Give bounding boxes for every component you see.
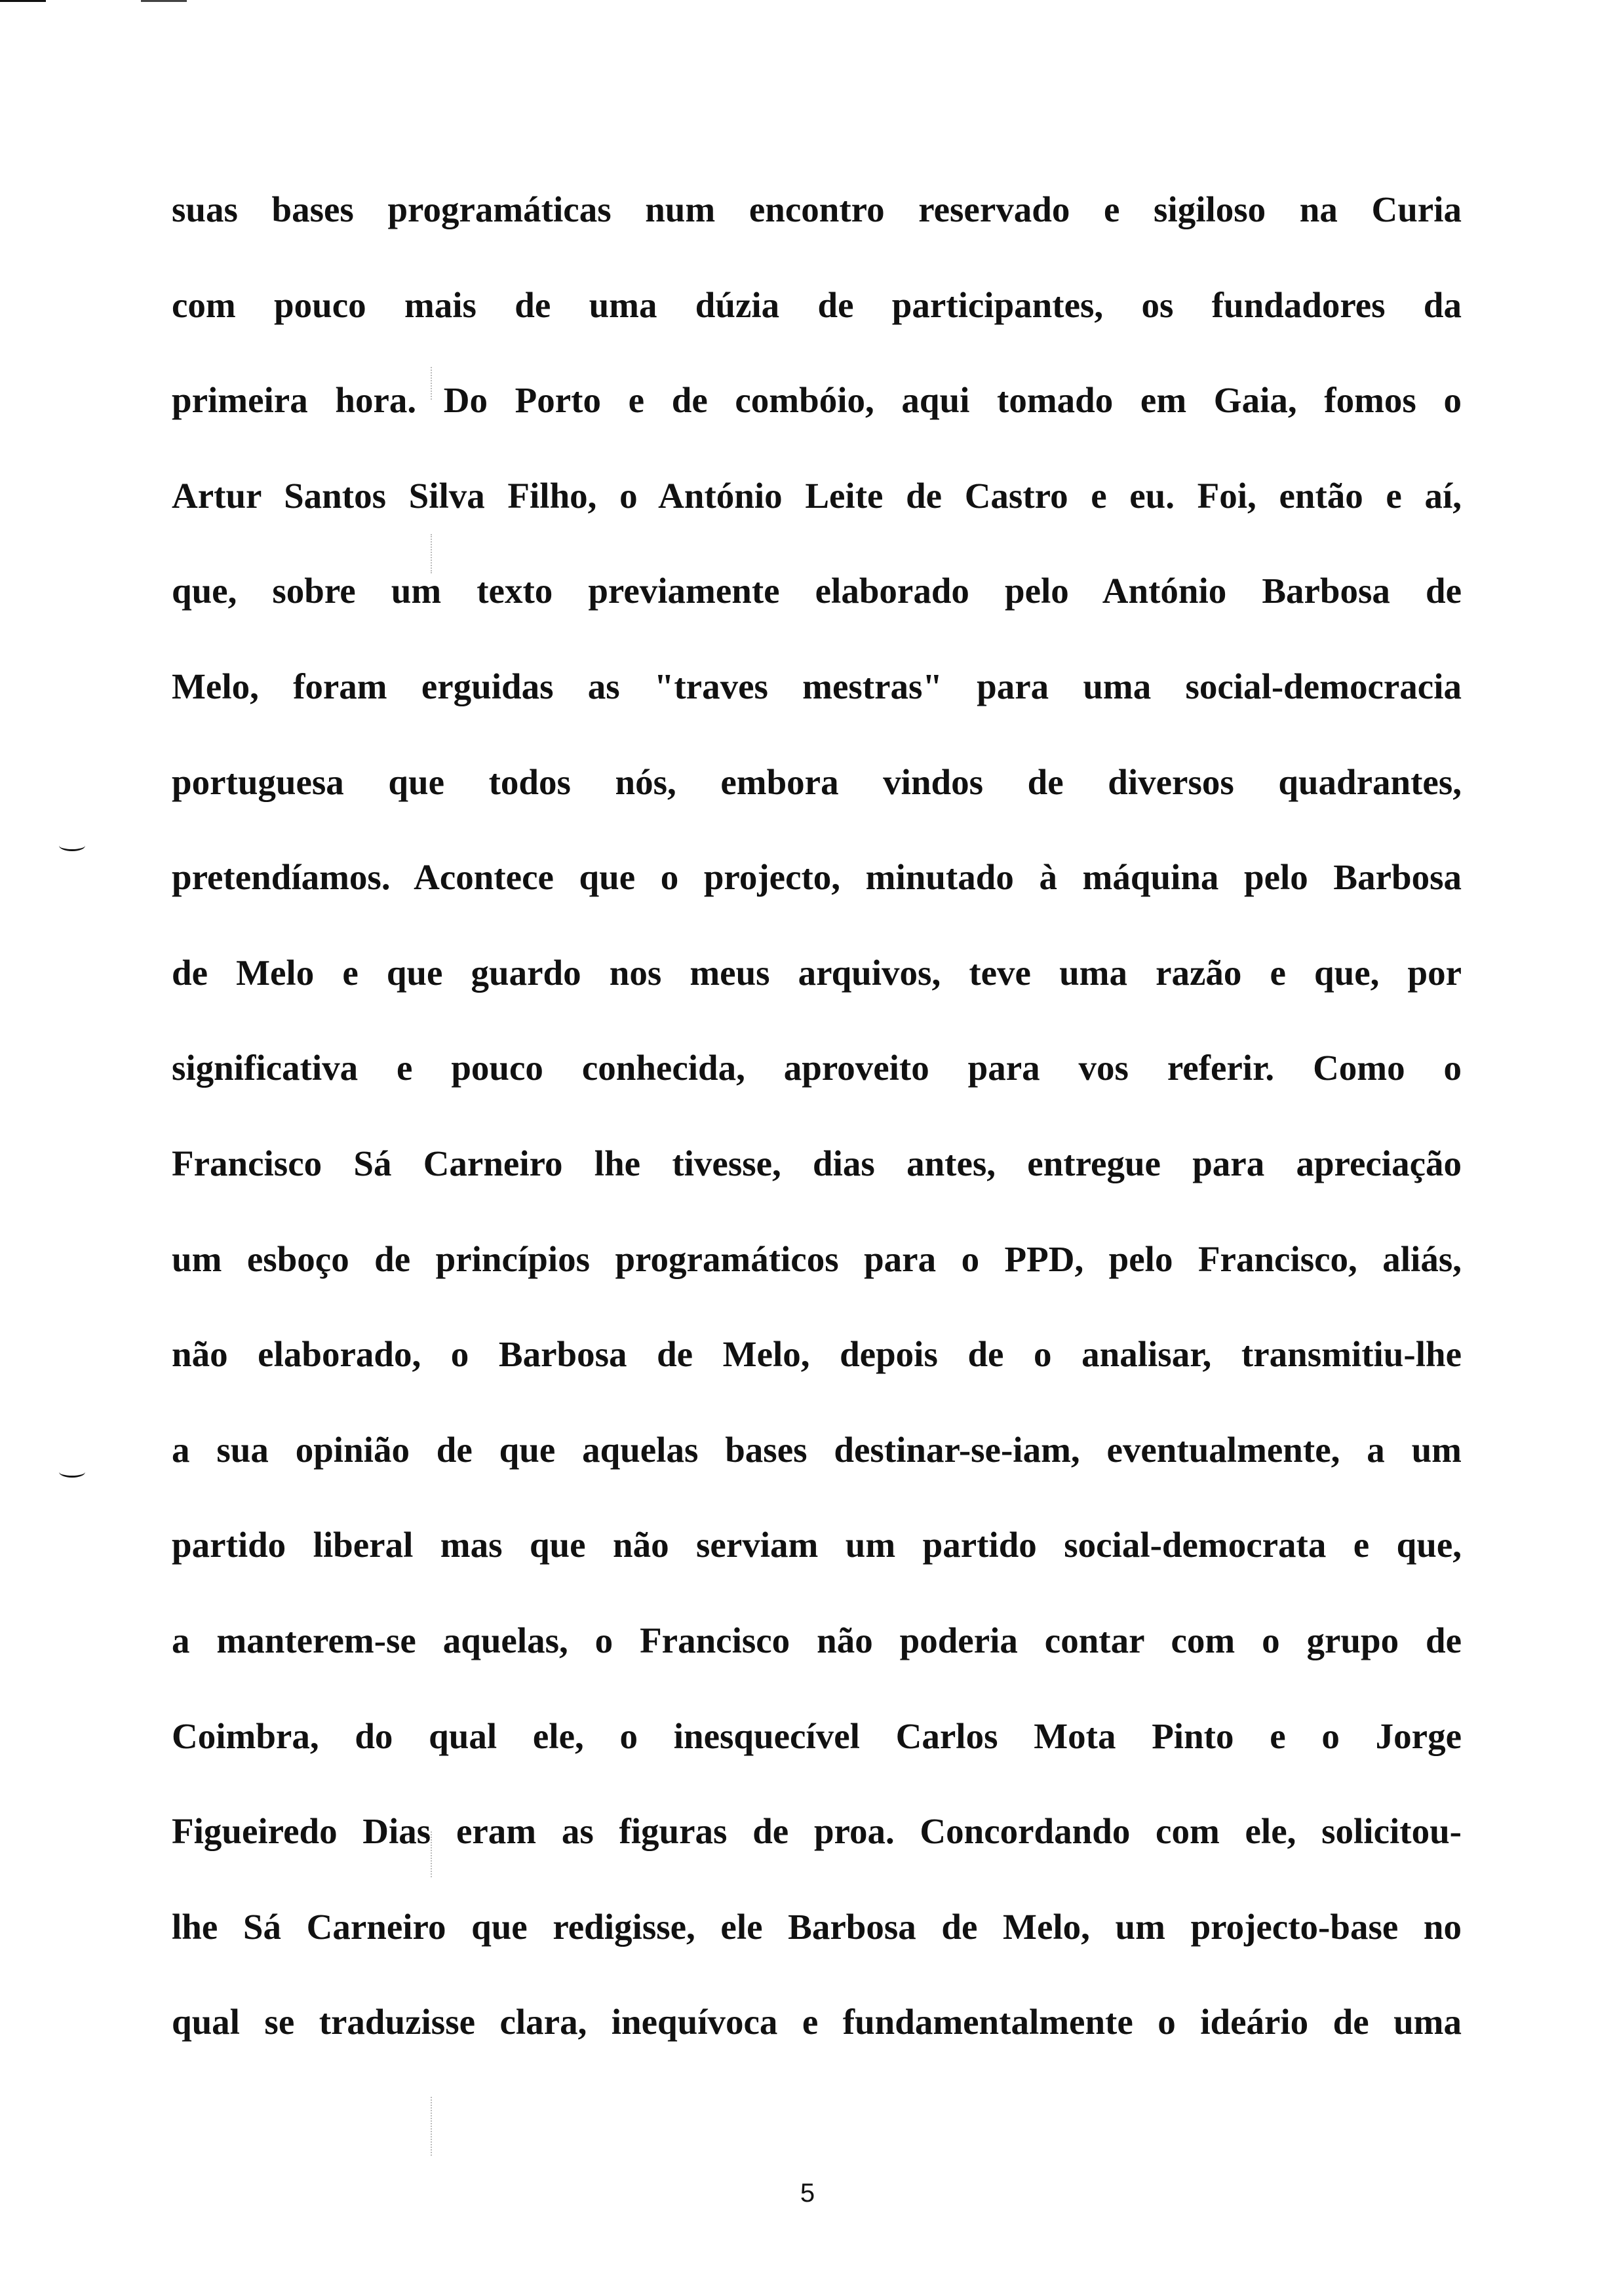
text-line: suas bases programáticas num encontro reservado e sigiloso na Curia: [172, 189, 1462, 229]
fold-artifact: [431, 2097, 432, 2156]
scan-edge-mark: [141, 0, 187, 2]
text-line: Artur Santos Silva Filho, o António Leite de Castro e eu. Foi, então e aí,: [172, 475, 1462, 516]
margin-binding-mark: [59, 1466, 85, 1478]
text-line: não elaborado, o Barbosa de Melo, depois de o analisar, transmitiu-lhe: [172, 1334, 1462, 1375]
text-line: a sua opinião de que aquelas bases destinar-se-iam, eventualmente, a um: [172, 1429, 1462, 1470]
text-line: que, sobre um texto previamente elaborado pelo António Barbosa de: [172, 571, 1462, 611]
text-line: um esboço de princípios programáticos para o PPD, pelo Francisco, aliás,: [172, 1238, 1462, 1279]
body-text: [172, 187, 1462, 2095]
text-line: Melo, foram erguidas as "traves mestras" para uma social-democracia: [172, 666, 1462, 706]
text-line: a manterem-se aquelas, o Francisco não poderia contar com o grupo de: [172, 1620, 1462, 1660]
text-line: partido liberal mas que não serviam um partido social-democrata e que,: [172, 1525, 1462, 1565]
text-line: portuguesa que todos nós, embora vindos de diversos quadrantes,: [172, 761, 1462, 802]
text-line: significativa e pouco conhecida, aproveito para vos referir. Como o: [172, 1048, 1462, 1088]
text-line: Francisco Sá Carneiro lhe tivesse, dias antes, entregue para apreciação: [172, 1143, 1462, 1183]
text-line: pretendíamos. Acontece que o projecto, minutado à máquina pelo Barbosa: [172, 857, 1462, 898]
text-line: Coimbra, do qual ele, o inesquecível Carlos Mota Pinto e o Jorge: [172, 1715, 1462, 1756]
text-line: de Melo e que guardo nos meus arquivos, teve uma razão e que, por: [172, 952, 1462, 993]
page-number: 5: [800, 2179, 815, 2208]
text-line: com pouco mais de uma dúzia de participantes, os fundadores da: [172, 284, 1462, 325]
scan-edge-mark: [0, 0, 46, 2]
margin-binding-mark: [59, 840, 85, 851]
text-line: primeira hora. Do Porto e de combóio, aqui tomado em Gaia, fomos o: [172, 380, 1462, 421]
text-line: qual se traduzisse clara, inequívoca e fundamentalmente o ideário de uma: [172, 2002, 1462, 2042]
text-line: lhe Sá Carneiro que redigisse, ele Barbosa de Melo, um projecto-base no: [172, 1906, 1462, 1947]
text-line: Figueiredo Dias eram as figuras de proa. Concordando com ele, solicitou-: [172, 1811, 1462, 1852]
